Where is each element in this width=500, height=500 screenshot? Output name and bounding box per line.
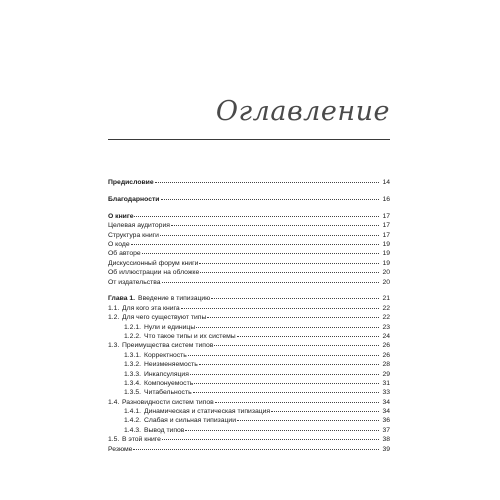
- dot-leader: [133, 443, 379, 450]
- dot-leader: [161, 193, 380, 200]
- toc-entry-page: 26: [382, 342, 390, 350]
- toc-entry-page: 28: [382, 361, 390, 369]
- toc-entry-page: 29: [382, 370, 390, 378]
- toc-entry-title: Неизменяемость: [144, 361, 198, 369]
- dot-leader: [142, 247, 379, 254]
- dot-leader: [194, 377, 379, 384]
- toc-group-about: [108, 211, 390, 286]
- toc-entry-title: В этой книге: [122, 436, 161, 444]
- toc-entry-title: О книге: [108, 212, 134, 220]
- toc-entry-title: От издательства: [108, 278, 161, 286]
- toc-entry-title: Дискуссионный форум книги: [108, 259, 199, 267]
- toc-entry-page: 26: [382, 351, 390, 359]
- toc-entry-page: 16: [382, 195, 390, 203]
- toc-entry-number: 1.3.: [108, 342, 120, 350]
- toc-entry-page: 36: [382, 417, 390, 425]
- toc-entry-title: Об авторе: [108, 250, 141, 258]
- toc-entry-title: Динамическая и статическая типизация: [144, 408, 271, 416]
- toc-entry-number: 1.5.: [108, 436, 120, 444]
- dot-leader: [155, 176, 379, 183]
- toc-entry-page: 22: [382, 304, 390, 312]
- dot-leader: [134, 210, 379, 217]
- toc-entry-thanks[interactable]: [108, 194, 390, 203]
- toc-entry-page: 39: [382, 445, 390, 453]
- toc-entry-page: 33: [382, 389, 390, 397]
- toc-group-thanks: [108, 194, 390, 203]
- toc-chapter-1-items: [108, 303, 390, 453]
- toc-entry-title: Инкапсуляция: [144, 370, 189, 378]
- dot-leader: [211, 292, 379, 299]
- toc-entry-page: 17: [382, 212, 390, 220]
- toc-entry-title: Читабельность: [144, 389, 192, 397]
- toc-entry-page: 24: [382, 332, 390, 340]
- toc-entry-page: 19: [382, 259, 390, 267]
- toc-entry-page: 14: [382, 179, 390, 186]
- toc-entry-page: 38: [382, 436, 390, 444]
- toc-entry-page: 20: [382, 269, 390, 277]
- toc-entry-title: Предисловие: [108, 179, 154, 186]
- toc-entry-number: 1.2.: [108, 314, 120, 322]
- toc-entry-title: Нули и единицы: [144, 323, 196, 331]
- dot-leader: [214, 339, 379, 346]
- table-of-contents: [108, 177, 390, 461]
- toc-entry-title: Структура книги: [108, 231, 159, 239]
- toc-entry-page: 17: [382, 231, 390, 239]
- toc-entry-page: 20: [382, 278, 390, 286]
- toc-entry-number: 1.4.: [108, 398, 120, 406]
- dot-leader: [196, 321, 379, 328]
- dot-leader: [215, 396, 379, 403]
- dot-leader: [237, 414, 379, 421]
- dot-leader: [199, 358, 379, 365]
- toc-group-chapter-1: [108, 293, 390, 453]
- toc-entry-number: 1.2.2.: [124, 332, 142, 340]
- dot-leader: [200, 266, 379, 273]
- toc-entry-page: 19: [382, 250, 390, 258]
- dot-leader: [171, 219, 379, 226]
- toc-entry-number: 1.1.: [108, 304, 120, 312]
- toc-entry-number: 1.3.1.: [124, 351, 142, 359]
- toc-entry-title: Компонуемость: [144, 379, 194, 387]
- toc-entry-title: Об иллюстрации на обложке: [108, 269, 200, 277]
- dot-leader: [193, 386, 379, 393]
- toc-entry-title: Преимущества систем типов: [122, 342, 214, 350]
- toc-entry-number: 1.3.2.: [124, 361, 142, 369]
- toc-entry-title: Благодарности: [108, 195, 160, 203]
- toc-entry-title: О коде: [108, 240, 130, 248]
- toc-entry-title: Вывод типов: [144, 426, 185, 434]
- dot-leader: [207, 311, 379, 318]
- toc-entry-title: Резюме: [108, 445, 133, 453]
- dot-leader: [199, 257, 379, 264]
- toc-entry-page: 34: [382, 408, 390, 416]
- toc-entry-title: Введение в типизацию: [138, 295, 211, 303]
- toc-entry-number: 1.3.3.: [124, 370, 142, 378]
- toc-entry[interactable]: [108, 277, 390, 286]
- page-title: Оглавление: [215, 96, 390, 127]
- dot-leader: [190, 368, 379, 375]
- dot-leader: [131, 238, 379, 245]
- dot-leader: [160, 229, 379, 236]
- toc-entry-number: 1.3.4.: [124, 379, 142, 387]
- toc-entry-title: Что такое типы и их системы: [144, 332, 236, 340]
- title-underline: [108, 139, 390, 140]
- toc-entry-page: 23: [382, 323, 390, 331]
- dot-leader: [188, 349, 379, 356]
- dot-leader: [162, 276, 379, 283]
- dot-leader: [181, 302, 379, 309]
- toc-about-items: [108, 220, 390, 286]
- toc-entry-number: 1.2.1.: [124, 323, 142, 331]
- toc-entry-page: 21: [382, 295, 390, 303]
- toc-entry-title: Корректность: [144, 351, 187, 359]
- toc-entry-page: 19: [382, 240, 390, 248]
- dot-leader: [162, 433, 379, 440]
- dot-leader: [271, 405, 379, 412]
- toc-group-preface: [108, 177, 390, 186]
- toc-entry-number: 1.4.1.: [124, 408, 142, 416]
- toc-entry-title: Для кого эта книга: [122, 304, 180, 312]
- dot-leader: [237, 330, 379, 337]
- toc-entry-number: 1.4.3.: [124, 426, 142, 434]
- toc-entry-page: 37: [382, 426, 390, 434]
- toc-entry[interactable]: [108, 444, 390, 453]
- toc-entry-title: Для чего существуют типы: [122, 314, 207, 322]
- toc-entry-page: 17: [382, 222, 390, 230]
- toc-entry-page: 31: [382, 379, 390, 387]
- toc-entry-title: Разновидности систем типов: [122, 398, 214, 406]
- toc-entry-preface[interactable]: [108, 177, 390, 186]
- toc-entry-page: 22: [382, 314, 390, 322]
- toc-entry-number: 1.4.2.: [124, 417, 142, 425]
- toc-entry-number: 1.3.5.: [124, 389, 142, 397]
- toc-entry-title: Целевая аудитория: [108, 222, 170, 230]
- dot-leader: [185, 424, 379, 431]
- toc-entry-page: 34: [382, 398, 390, 406]
- toc-entry-title: Слабая и сильная типизации: [144, 417, 237, 425]
- toc-chapter-prefix: Глава 1.: [108, 295, 136, 303]
